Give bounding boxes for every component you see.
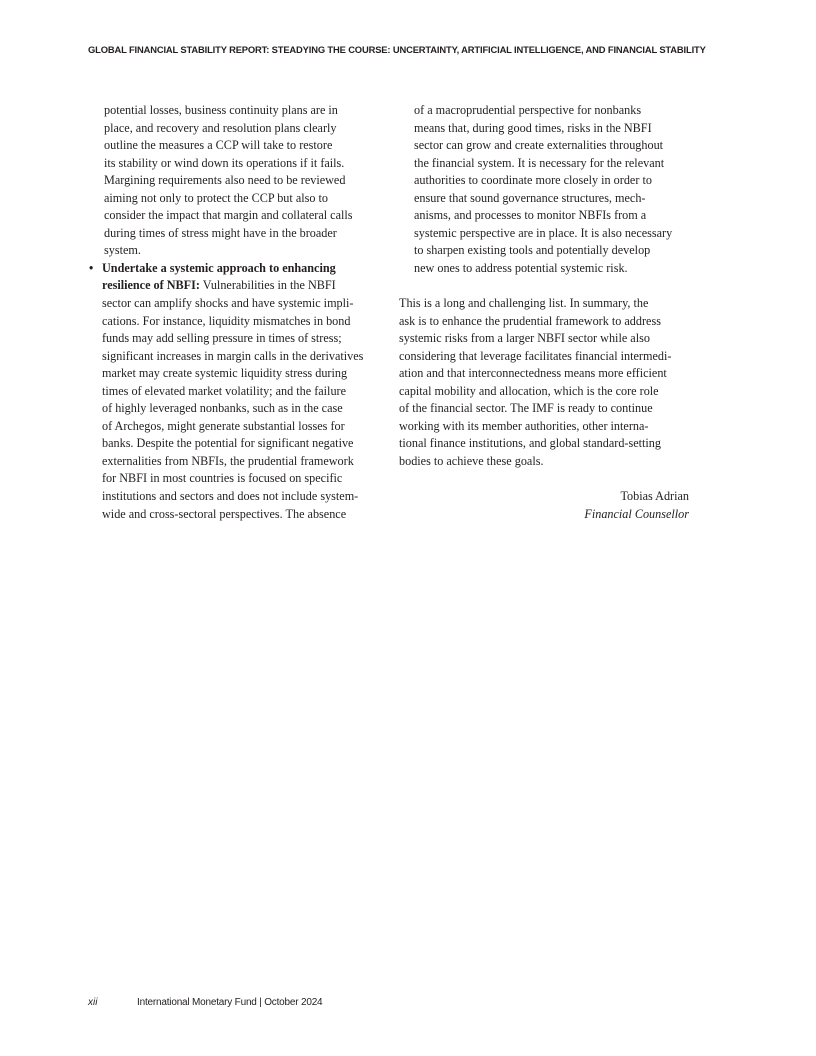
page-number: xii	[88, 997, 98, 1008]
left-column	[89, 102, 389, 523]
text-line: institutions and sectors and does not include system-	[102, 489, 359, 504]
text-line: significant increases in margin calls in the derivatives	[102, 348, 364, 363]
paragraph-spacer	[399, 470, 699, 488]
bullet-continuation-paragraph	[399, 102, 699, 277]
publisher-date: International Monetary Fund | October 2024	[137, 997, 323, 1008]
text-line: Margining requirements also need to be reviewed	[104, 173, 346, 188]
bullet-heading-continued: resilience of NBFI:	[102, 278, 200, 293]
text-line: for NBFI in most countries is focused on specific	[102, 471, 343, 486]
running-header: GLOBAL FINANCIAL STABILITY REPORT: STEADYING THE COURSE: UNCERTAINTY, ARTIFICIAL INTELLIGENCE, AND FINANCIAL STABILITY	[88, 44, 706, 55]
text-line: capital mobility and allocation, which is the core role	[399, 383, 659, 398]
bullet-text-start: Vulnerabilities in the NBFI	[199, 278, 336, 293]
text-line: authorities to coordinate more closely in order to	[414, 173, 652, 188]
text-line: ask is to enhance the prudential framework to address	[399, 313, 661, 328]
bullet-item-nbfi-resilience	[89, 260, 389, 523]
text-line: of Archegos, might generate substantial losses for	[102, 418, 345, 433]
text-line: banks. Despite the potential for significant negative	[102, 436, 354, 451]
text-line: potential losses, business continuity plans are in	[104, 103, 338, 117]
text-line: system.	[104, 243, 141, 258]
text-line: tional finance institutions, and global standard-setting	[399, 436, 661, 451]
text-line: of the financial sector. The IMF is ready to continue	[399, 401, 653, 416]
text-line: outline the measures a CCP will take to restore	[104, 138, 333, 153]
signature-block	[399, 488, 699, 523]
text-line: of a macroprudential perspective for nonbanks	[414, 103, 642, 117]
page-footer	[88, 997, 322, 1008]
text-line: times of elevated market volatility; and the failure	[102, 383, 346, 398]
text-line: working with its member authorities, other interna-	[399, 418, 649, 433]
text-line: ation and that interconnectedness means more efficient	[399, 366, 667, 381]
text-line: ensure that sound governance structures, mech-	[414, 190, 646, 205]
text-line: systemic perspective are in place. It is also necessary	[414, 225, 673, 240]
text-line: anisms, and processes to monitor NBFIs from a	[414, 208, 647, 223]
text-line: market may create systemic liquidity stress during	[102, 366, 348, 381]
text-line: new ones to address potential systemic risk.	[414, 260, 628, 275]
signatory-name: Tobias Adrian	[620, 489, 689, 504]
text-line: the financial system. It is necessary for the relevant	[414, 155, 665, 170]
text-line: sector can amplify shocks and have systemic impli-	[102, 296, 354, 311]
text-line	[89, 277, 389, 295]
text-line: means that, during good times, risks in the NBFI	[414, 120, 652, 135]
text-line: of highly leveraged nonbanks, such as in the case	[102, 401, 343, 416]
bullet-heading-line	[89, 260, 389, 278]
text-line: sector can grow and create externalities throughout	[414, 138, 664, 153]
paragraph-spacer	[399, 277, 699, 295]
text-line: consider the impact that margin and collateral calls	[104, 208, 353, 223]
text-line: cations. For instance, liquidity mismatches in bond	[102, 313, 351, 328]
text-line: funds may add selling pressure in times of stress;	[102, 331, 342, 346]
text-line: considering that leverage facilitates financial intermedi-	[399, 348, 672, 363]
summary-paragraph	[399, 295, 699, 470]
text-line: bodies to achieve these goals.	[399, 453, 544, 468]
bullet-icon: •	[89, 260, 94, 275]
text-line: systemic risks from a larger NBFI sector while also	[399, 331, 650, 346]
signatory-title: Financial Counsellor	[584, 506, 689, 521]
text-line: during times of stress might have in the broader	[104, 225, 337, 240]
right-column	[399, 102, 699, 523]
text-line: its stability or wind down its operations if it fails.	[104, 155, 345, 170]
text-line: externalities from NBFIs, the prudential framework	[102, 453, 354, 468]
text-line: to sharpen existing tools and potentially develop	[414, 243, 651, 258]
text-line: wide and cross-sectoral perspectives. The absence	[102, 506, 347, 521]
text-line: aiming not only to protect the CCP but also to	[104, 190, 328, 205]
text-line: This is a long and challenging list. In summary, the	[399, 296, 649, 311]
bullet-continuation-paragraph	[89, 102, 389, 260]
bullet-heading: Undertake a systemic approach to enhancing	[102, 260, 336, 275]
text-line: place, and recovery and resolution plans clearly	[104, 120, 337, 135]
